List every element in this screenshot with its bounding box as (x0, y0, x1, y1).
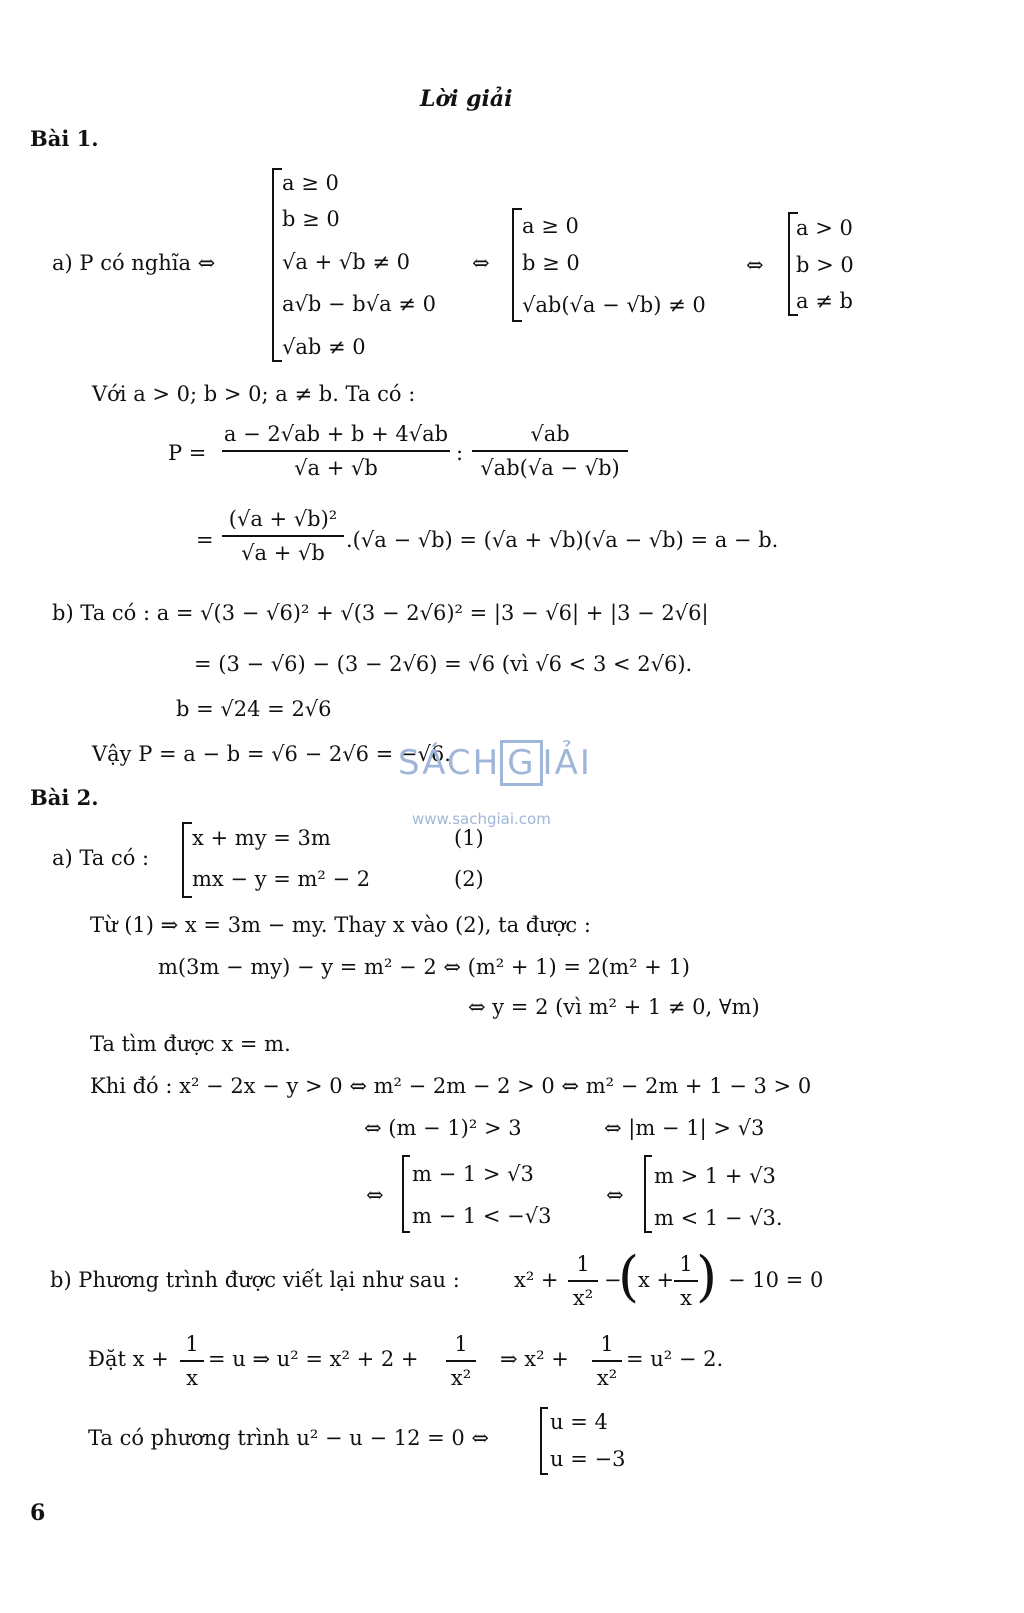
equation-tag: (1) (454, 826, 484, 850)
equation-part: = u² − 2. (626, 1347, 724, 1371)
watermark-url: www.sachgiai.com (412, 810, 551, 828)
denominator: √a + √b (241, 541, 325, 565)
numerator: 1 (576, 1252, 590, 1276)
denominator: x (186, 1366, 198, 1390)
denominator: √a + √b (294, 456, 378, 480)
numerator: 1 (600, 1332, 614, 1356)
case-line: u = −3 (550, 1447, 626, 1471)
statement: Từ (1) ⇒ x = 3m − my. Thay x vào (2), ta được : (90, 913, 591, 937)
page-number: 6 (30, 1500, 46, 1526)
fraction (222, 505, 344, 567)
sys1-line: √a + √b ≠ 0 (282, 250, 410, 274)
fraction (446, 1330, 476, 1392)
equation-part: − (604, 1268, 622, 1292)
fraction (472, 420, 628, 482)
fraction (222, 420, 450, 482)
equation-line: ⇔ |m − 1| > √3 (604, 1116, 765, 1140)
sys1-line: a√b − b√a ≠ 0 (282, 292, 436, 316)
fraction (568, 1250, 598, 1312)
equation-part: ⇒ x² + (500, 1347, 569, 1371)
bai1-a-label: a) P có nghĩa ⇔ (52, 251, 216, 275)
numerator: 1 (679, 1252, 693, 1276)
case-bracket (540, 1407, 548, 1475)
page-title: Lời giải (420, 86, 513, 112)
left-paren: ( (618, 1245, 640, 1308)
equiv-arrow: ⇔ (366, 1183, 384, 1207)
equiv-arrow: ⇔ (472, 251, 490, 275)
watermark (398, 740, 592, 828)
case-line: u = 4 (550, 1410, 608, 1434)
divide-sign: : (456, 441, 464, 465)
bai2-heading: Bài 2. (30, 785, 99, 810)
watermark-text: IẢI (542, 743, 592, 783)
fraction (592, 1330, 622, 1392)
fraction-bar (180, 1360, 204, 1362)
sys2-line: b ≥ 0 (522, 251, 580, 275)
equation-part: x + (638, 1268, 675, 1292)
sys3-line: a ≠ b (796, 289, 853, 313)
sys3-line: a > 0 (796, 216, 853, 240)
fraction-bar (472, 450, 628, 452)
equation-line: Ta có phương trình u² − u − 12 = 0 ⇔ (88, 1426, 490, 1450)
sys1-line: √ab ≠ 0 (282, 335, 366, 359)
equation-part: = u ⇒ u² = x² + 2 + (208, 1347, 419, 1371)
sys-line: mx − y = m² − 2 (192, 867, 371, 891)
fraction-bar (446, 1360, 476, 1362)
equation-tag: (2) (454, 867, 484, 891)
statement: Với a > 0; b > 0; a ≠ b. Ta có : (92, 382, 416, 406)
fraction-bar (222, 535, 344, 537)
fraction (674, 1250, 698, 1312)
equation-line: m(3m − my) − y = m² − 2 ⇔ (m² + 1) = 2(m² + 1) (158, 955, 690, 979)
case-bracket (402, 1155, 410, 1233)
watermark-box: G (500, 740, 542, 786)
equation-line: ⇔ y = 2 (vì m² + 1 ≠ 0, ∀m) (468, 995, 760, 1019)
equation-line: ⇔ (m − 1)² > 3 (364, 1116, 522, 1140)
numerator: a − 2√ab + b + 4√ab (223, 422, 449, 446)
sys2-line: √ab(√a − √b) ≠ 0 (522, 293, 706, 317)
numerator: (√a + √b)² (228, 507, 338, 531)
sys1-line: b ≥ 0 (282, 207, 340, 231)
equation-line: Vậy P = a − b = √6 − 2√6 = −√6. (92, 742, 451, 766)
right-paren: ) (696, 1245, 718, 1308)
denominator: x² (596, 1366, 618, 1390)
equiv-arrow: ⇔ (606, 1183, 624, 1207)
denominator: x² (450, 1366, 472, 1390)
system-brace (182, 822, 192, 898)
numerator: 1 (185, 1332, 199, 1356)
equiv-arrow: ⇔ (746, 253, 764, 277)
numerator: 1 (454, 1332, 468, 1356)
watermark-text: SÁCH (398, 743, 501, 783)
case-line: m − 1 < −√3 (412, 1204, 552, 1228)
statement: Ta tìm được x = m. (90, 1032, 291, 1056)
denominator: x² (572, 1286, 594, 1310)
denominator: √ab(√a − √b) (480, 456, 620, 480)
equation-line: Khi đó : x² − 2x − y > 0 ⇔ m² − 2m − 2 > 0 ⇔ m² − 2m + 1 − 3 > 0 (90, 1074, 812, 1098)
sys3-line: b > 0 (796, 253, 854, 277)
sys1-line: a ≥ 0 (282, 171, 339, 195)
equation-line: b) Ta có : a = √(3 − √6)² + √(3 − 2√6)² = |3 − √6| + |3 − 2√6| (52, 601, 709, 625)
equals: = (196, 528, 214, 552)
case-bracket (644, 1155, 652, 1233)
equation-part: − 10 = 0 (728, 1268, 824, 1292)
sys-line: x + my = 3m (192, 826, 331, 850)
equation-line: b = √24 = 2√6 (176, 697, 332, 721)
fraction-bar (674, 1280, 698, 1282)
system-brace (512, 208, 522, 322)
system-brace (272, 168, 282, 362)
equation-part: Đặt x + (88, 1347, 169, 1371)
case-line: m > 1 + √3 (654, 1164, 776, 1188)
sys2-line: a ≥ 0 (522, 214, 579, 238)
bai1-heading: Bài 1. (30, 126, 99, 151)
bai2-a-label: a) Ta có : (52, 846, 150, 870)
fraction (180, 1330, 204, 1392)
case-line: m < 1 − √3. (654, 1206, 783, 1230)
denominator: x (680, 1286, 692, 1310)
bai2-b-label: b) Phương trình được viết lại như sau : (50, 1268, 460, 1292)
fraction-bar (568, 1280, 598, 1282)
case-line: m − 1 > √3 (412, 1162, 534, 1186)
watermark-logo (398, 740, 592, 786)
fraction-bar (592, 1360, 622, 1362)
numerator: √ab (530, 422, 570, 446)
fraction-bar (222, 450, 450, 452)
equation-part: x² + (514, 1268, 559, 1292)
equation-line: .(√a − √b) = (√a + √b)(√a − √b) = a − b. (346, 528, 779, 552)
p-equals: P = (168, 441, 207, 465)
equation-line: = (3 − √6) − (3 − 2√6) = √6 (vì √6 < 3 < 2√6). (194, 652, 693, 676)
